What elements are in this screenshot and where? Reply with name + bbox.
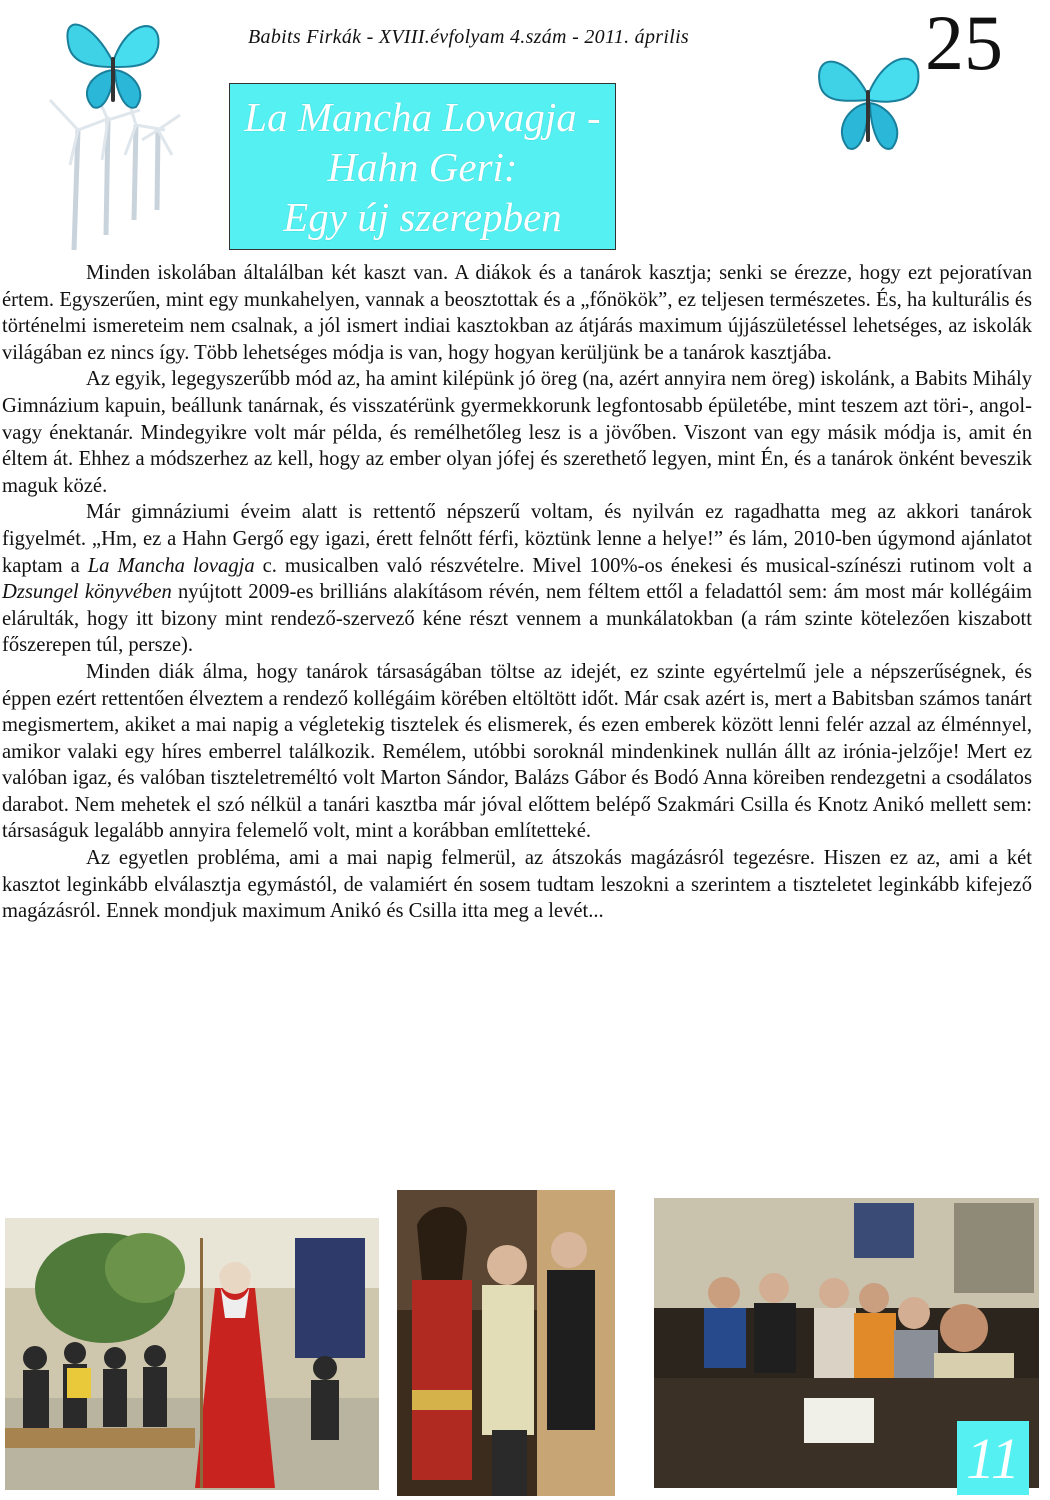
article-title-box bbox=[229, 83, 616, 250]
article-title-line-3: Egy új szerepben bbox=[283, 193, 562, 240]
paragraph-4: Minden diák álma, hogy tanárok társaságában töltse az idejét, ez szinte egyértelmű jele a népszerűségnek, és éppen ezért rettentően élveztem a rendező kollégáim körében eltöltött időt. Már csak azért is, mert a Babitsban számos tanárt megismertem, akiket a mai napig a végletekig tisztelek és elismerek, és ezen emberek között lenni felér azzal az élménnyel, amikor valaki egy híres emberrel találkozik. Remélem, utóbbi soroknál mindenkinek nullán állt az irónia-jelzője! Mert ez valóban igaz, és valóban tiszteletreméltó volt Marton Sándor, Balázs Gábor és Bodó Anna köreiben rendezgetni a csodálatos darabot. Nem mehetek el szó nélkül a tanári kasztba már jóval előttem belépő Szakmári Csilla és Knotz Anikó mellett sem: társaságuk legalább annyira felemelő volt, mint a korábban említetteké. bbox=[2, 660, 1032, 843]
photo-costume-scene bbox=[5, 1218, 379, 1490]
running-header: Babits Firkák - XVIII.évfolyam 4.szám - 2011. április bbox=[248, 26, 690, 48]
paragraph-5: Az egyetlen probléma, ami a mai napig felmerül, az átszokás magázásról tegezésre. Hiszen ez az, ami a két kasztot leginkább elválasztja egymástól, de valamiért én sosem tudtam leszokni a szerintem a tiszteletet leginkább kifejező magázásról. Ennek mondjuk maximum Anikó és Csilla itta meg a levét... bbox=[2, 847, 1032, 923]
article-title-line-2: Hahn Geri: bbox=[327, 143, 518, 190]
article-title-line-1: La Mancha Lovagja - bbox=[244, 93, 601, 140]
page-number-bottom: 11 bbox=[957, 1421, 1029, 1495]
paragraph-2: Az egyik, legegyszerűbb mód az, ha amint kilépünk jó öreg (na, azért annyira nem öreg) iskolánk, a Babits Mihály Gimnázium kapuin, beállunk tanárnak, és visszatérünk gyermekkorunk legfontosabb épületébe, mint teszem azt töri-, angol- vagy énektanár. Mindegyikre volt már példa, és remélhetőleg lesz is a jövőben. Viszont van egy másik módja is, amit én éltem át. Ehhez a módszerhez az kell, hogy az ember olyan jófej és szerethető legyen, mint Én, és a tanárok önként beveszik maguk közé. bbox=[2, 368, 1032, 497]
photo-actors-rehearsal bbox=[397, 1190, 615, 1496]
paragraph-1: Minden iskolában általálban két kaszt van. A diákok és a tanárok kasztja; senki se érezze, hogy ezt pejoratívan értem. Egyszerűen, mint egy munkahelyen, vannak a beosztottak és a „főnökök”, ez teljesen természetes. És, ha kulturális és történelmi ismereteim nem csalnak, a jól ismert indiai kasztokban az átjárás maximum újjászületéssel lehetséges, az iskolák világában ez nincs így. Több lehetséges módja is van, hogy hogyan kerüljünk be a tanárok kasztjába. bbox=[2, 262, 1032, 364]
musical-title-la-mancha: La Mancha lovagja bbox=[87, 554, 255, 577]
musical-title-dzsungel: Dzsungel könyvében bbox=[2, 581, 172, 604]
paragraph-3-part-a: Már gimnáziumi éveim alatt is rettentő népszerű voltam, és nyilván ez ragadhatta meg az akkori tanárok figyelmét. „Hm, ez a Hahn Gergő egy igazi, érett felnőtt férfi, köztünk lenne a helye!” és lám, 2010-ben úgymond ajánlatot kaptam a bbox=[2, 501, 1032, 577]
page-number-top: 25 bbox=[925, 0, 1003, 86]
paragraph-3-part-c: nyújtott 2009-es brilliáns alakításom révén, nem féltem ettől a feladattól sem: ám most már kollégáim elárulták, hogy itt bizony mint rendező-szervező kéne részt vennem a munkálatokban (a rám szinte kötelezően kiszabott főszerepen túl, persze). bbox=[2, 581, 1032, 657]
paragraph-3 bbox=[2, 499, 1032, 659]
paragraph-3-part-b: c. musicalben való részvételre. Mivel 100%-os énekesi és musical-színészi rutinom volt a bbox=[262, 554, 1032, 577]
article-body bbox=[2, 260, 1032, 925]
butterfly-right-icon bbox=[808, 40, 928, 160]
butterfly-left-icon bbox=[58, 12, 168, 122]
